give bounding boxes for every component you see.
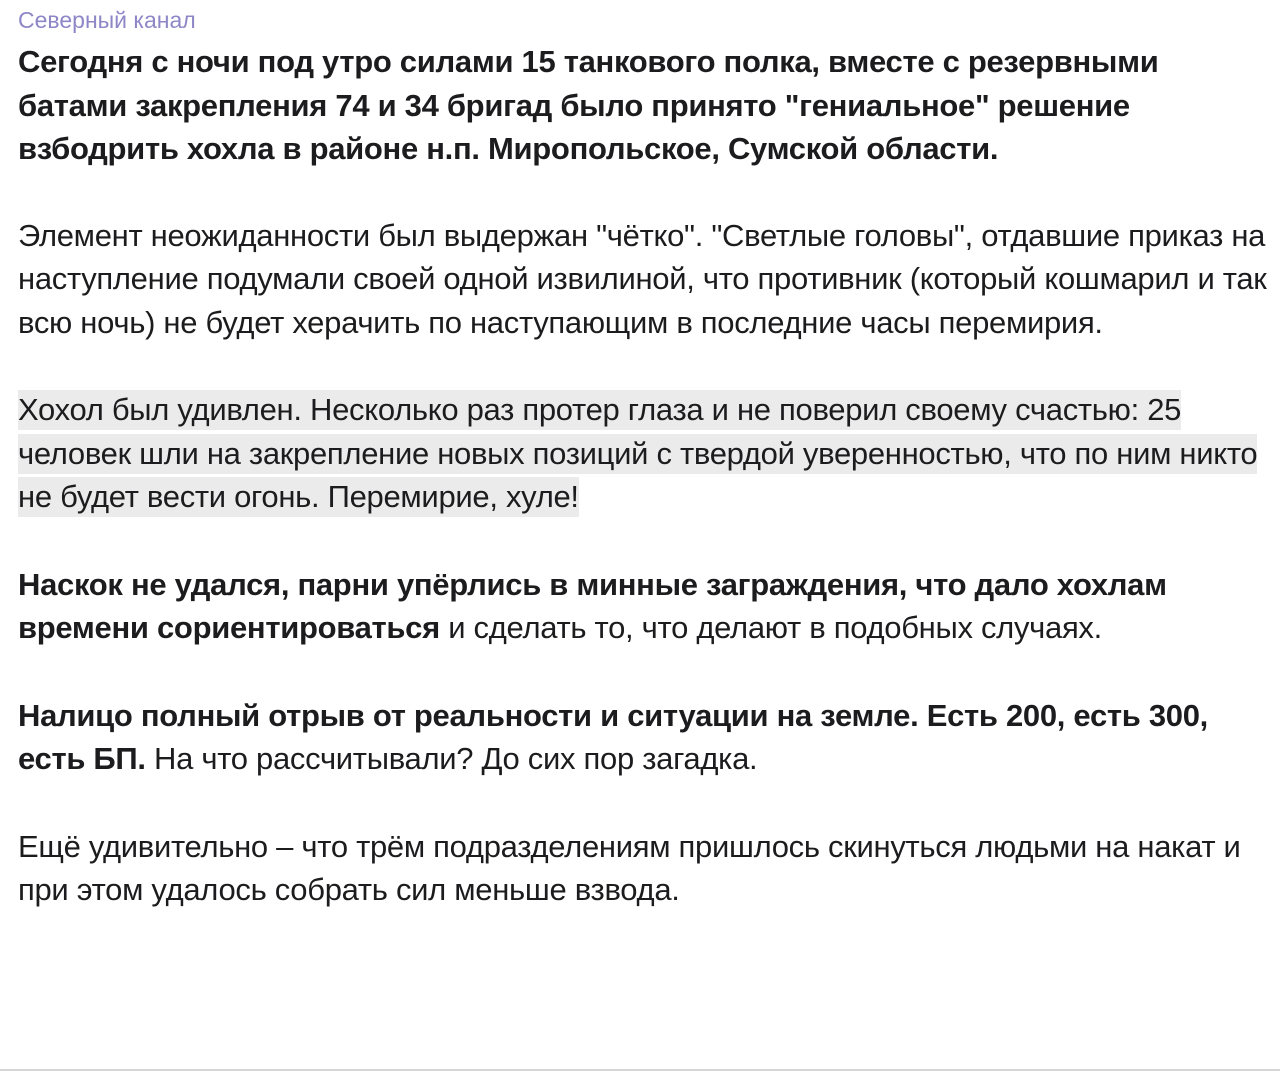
bold-text: Налицо полный отрыв от реальности и ситуации на земле. Есть 200, есть 300, есть БП. (18, 697, 1208, 776)
paragraph-attack (18, 563, 1268, 650)
bold-text: Сегодня с ночи под утро силами 15 танкового полка, вместе с резервными батами закрепления 74 и 34 бригад было принято "гениальное" решение взбодрить хохла в районе н.п. Миропольское, Сумской области. (18, 44, 1159, 166)
paragraph-text: и сделать то, что делают в подобных случаях. (439, 610, 1102, 645)
channel-name[interactable]: Северный канал (18, 7, 196, 33)
paragraph-highlighted (18, 388, 1268, 519)
paragraph-reality (18, 694, 1268, 781)
paragraph-conclusion (18, 825, 1268, 912)
paragraph-surprise (18, 214, 1268, 345)
paragraph-text: На что рассчитывали? До сих пор загадка. (145, 741, 758, 776)
bold-text: Наскок не удался, парни упёрлись в минные заграждения, что дало хохлам времени сориентироваться (18, 566, 1167, 645)
selected-text: Хохол был удивлен. Несколько раз протер глаза и не поверил своему счастью: 25 человек шли на закрепление новых позиций с твердой уверенностью, что по ним никто не будет вести огонь. Перемирие, хуле! (18, 390, 1257, 517)
paragraph-text: Ещё удивительно – что трём подразделениям пришлось скинуться людьми на накат и при этом удалось собрать сил меньше взвода. (18, 828, 1241, 907)
paragraph-text: Элемент неожиданности был выдержан "чётко". "Светлые головы", отдавшие приказ на наступление подумали своей одной извилиной, что противник (который кошмарил и так всю ночь) не будет херачить по наступающим в последние часы перемирия. (18, 217, 1267, 340)
paragraph-intro (18, 40, 1268, 171)
message-bubble (18, 0, 1268, 912)
